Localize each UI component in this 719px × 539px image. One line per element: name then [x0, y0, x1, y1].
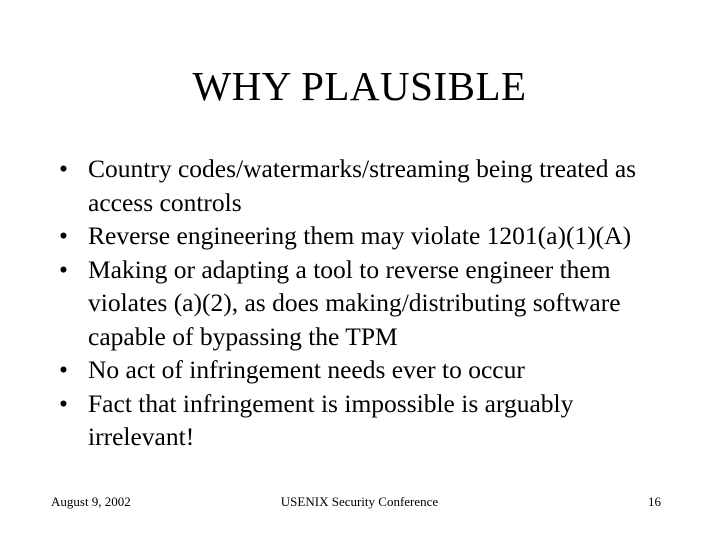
list-item-text: Making or adapting a tool to reverse engineer them violates (a)(2), as does making/distributing software capable of bypassing the TPM [88, 254, 621, 351]
list-item [48, 219, 678, 253]
bullet-marker-icon: • [59, 154, 68, 183]
list-item [48, 353, 678, 387]
list-item-text: Country codes/watermarks/streaming being treated as access controls [88, 154, 637, 217]
footer-page-number: 16 [648, 494, 661, 509]
slide-footer [0, 494, 719, 514]
list-item [48, 253, 678, 354]
bullet-marker-icon: • [59, 254, 68, 284]
bullet-marker-icon: • [59, 221, 68, 250]
page-title: WHY PLAUSIBLE [192, 63, 527, 109]
list-item-text: Reverse engineering them may violate 1201(a)(1)(A) [88, 221, 632, 250]
list-item [48, 152, 678, 219]
footer-conference-name: USENIX Security Conference [280, 494, 439, 509]
bullet-marker-icon: • [59, 388, 68, 418]
list-item-text: Fact that infringement is impossible is arguably irrelevant! [88, 388, 574, 451]
footer-date: August 9, 2002 [51, 494, 131, 509]
bullet-list [48, 152, 678, 454]
list-item-text: No act of infringement needs ever to occur [88, 355, 525, 384]
list-item [48, 387, 678, 454]
bullet-marker-icon: • [59, 355, 68, 384]
